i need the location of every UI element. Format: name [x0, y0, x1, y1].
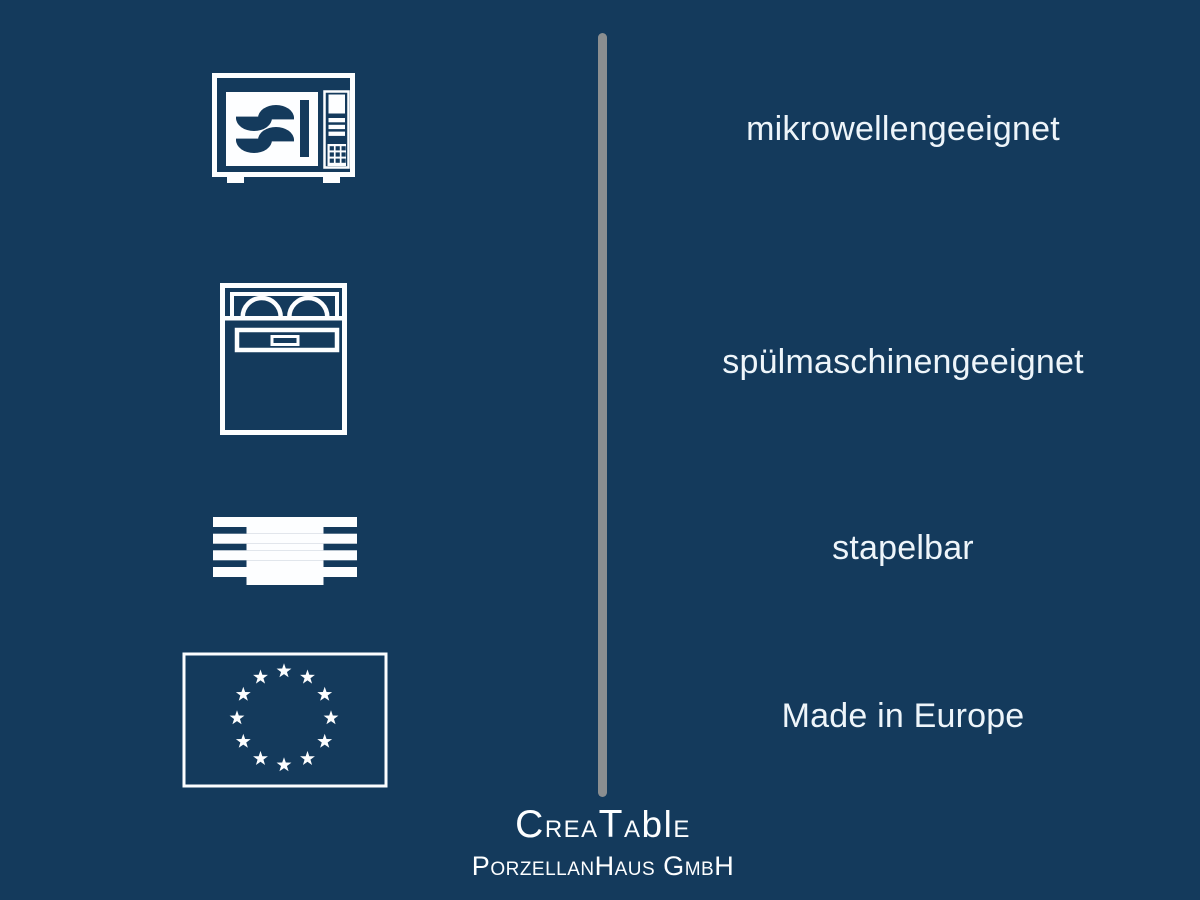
brand-logo	[471, 803, 735, 881]
eu-star	[300, 670, 315, 684]
label-microwave-safe: mikrowellengeeignet	[746, 109, 1060, 148]
eu-flag-stars	[230, 663, 339, 771]
logo-brand-segment: A	[624, 816, 642, 843]
eu-star	[317, 734, 332, 748]
logo-brand-segment: C	[515, 803, 545, 846]
logo-subtitle: PorzellanHaus GmbH	[471, 851, 735, 881]
eu-star	[230, 710, 245, 724]
logo-brand-segment: T	[598, 803, 625, 846]
label-made-in-europe: Made in Europe	[781, 696, 1025, 735]
divider-line	[598, 33, 607, 797]
microwave-icon	[212, 73, 355, 185]
eu-star	[277, 663, 292, 677]
eu-star	[324, 710, 339, 724]
eu-star	[236, 734, 251, 748]
label-dishwasher-safe: spülmaschinengeeignet	[722, 342, 1084, 381]
eu-star	[236, 687, 251, 701]
logo-brand-segment: E	[673, 816, 691, 843]
dishwasher-icon	[220, 283, 347, 435]
logo-brand-name	[472, 804, 734, 854]
eu-star	[253, 670, 268, 684]
stacked-plates-icon	[213, 517, 357, 585]
eu-star	[253, 751, 268, 765]
label-stackable: stapelbar	[832, 528, 974, 567]
logo-brand-segment: bl	[641, 804, 674, 845]
eu-star	[317, 687, 332, 701]
logo-brand-segment: REA	[544, 816, 599, 843]
eu-flag-icon	[182, 652, 388, 788]
eu-star	[277, 757, 292, 771]
eu-star	[300, 751, 315, 765]
